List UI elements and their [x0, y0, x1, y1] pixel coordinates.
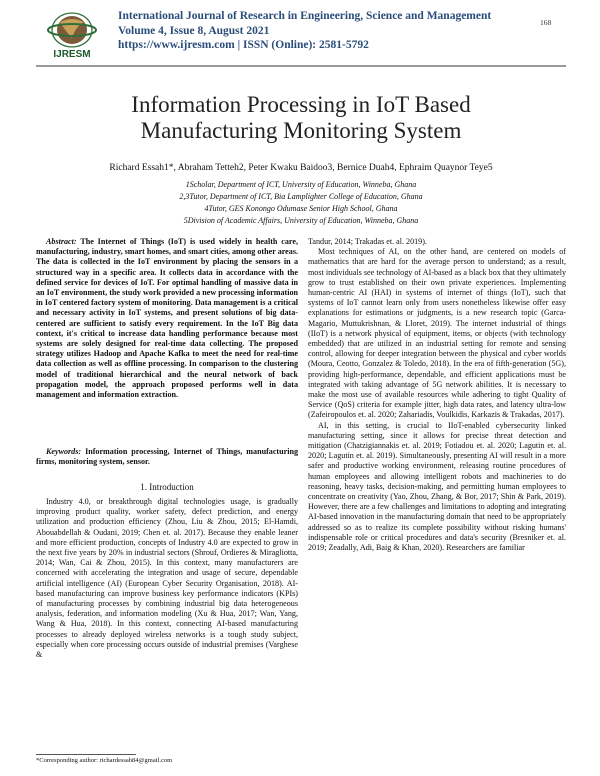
- right-column: [308, 237, 566, 553]
- abstract: [36, 237, 298, 400]
- author-names: Richard Essah1*, Abraham Tetteh2, Peter Kwaku Baidoo3, Bernice Duah4, Ephraim Quaynor Teye5: [109, 163, 493, 173]
- page-number: 168: [540, 18, 552, 27]
- right-col-paragraph-2: AI, in this setting, is crucial to IIoT-enabled cybersecurity linked manufacturing setting, since it allows for precise threat detection and mitigation (Chatzigiannakis et. al. 2019; Fotiadou et. al. 2020; Lagutin et. al. 2020; Lagutin et. al. 2019). Simultaneously, presenting AI will result in a more safer and productive working environment, releasing routine procedures of human employees and allowing intelligent robots and machineries to do reasoning, heavy tasks, decision-making, and permitting human employees to concentrate on creativity (Yao, Zhou, Zhang, & Bor, 2017; Shin & Park, 2019). However, there are a few challenges and limitations to adopting and integrating AI-based innovation in the manufacturing domain that need to be appropriately addressed so as to realize its complete possibility without risking humans' indispensable role or critical procedures and data's security (Bresniker et. al. 2019; Zeadally, Adi, Baig & Khan, 2020). Researchers are familiar: [308, 420, 566, 553]
- keywords: [36, 447, 298, 467]
- corresponding-author-footnote: *Corresponding author: richardessah84@gmail.com: [36, 757, 173, 764]
- affiliation-1: 1Scholar, Department of ICT, University of Education, Winneba, Ghana: [185, 180, 417, 189]
- affiliation-2: 2,3Tutor, Department of ICT, Bia Lamplighter College of Education, Ghana: [179, 192, 423, 201]
- journal-header: [118, 9, 568, 53]
- section-heading: 1. Introduction: [140, 482, 194, 492]
- ijresm-logo: [36, 8, 108, 60]
- globe-icon: [48, 13, 96, 47]
- right-col-continuation: Tandur, 2014; Trakadas et. al. 2019).: [308, 237, 427, 246]
- right-col-paragraph-1: Most techniques of AI, on the other hand, are centered on models of mathematics that are hard for the average person to understand; as a result, most individuals see technology of AI-based as a black box that they ultimately grow to trust established on their own private experiences. Implementing human-centric AI (HAI) in systems of internet of things (IoT), such that systems of IoT cannot learn only from users nonetheless likewise offer easy explanations for estimations or judgments, is a new research topic (Garca-Magario, Muttukrishnan, & Lloret, 2019). The internet industrial of things (IIoT) is a network physical of equipment, items, or objects (with technology embedded) that are utilized in an industrial setting for remote and sensing control, allowing for deeper integration between the physical and cyber worlds (Moura, Ceotto, Gonzalez & Toledo, 2018). In the era of fifth-generation (5G), providing high-performance, dependable, and efficient applications must be integrated with taking advantage of 5G network abilities. It is necessary to make the most use of available resources while adhering to tight Quality of Service (QoS) criteria for example jitter, high data rates, and latency ultra-low (Zafeiropoulos et. al. 2020; Zahariadis, Voulkidis, Karkazis & Trakadas, 2017).: [308, 247, 566, 420]
- affiliation-4: 5Division of Academic Affairs, University of Education, Winneba, Ghana: [183, 216, 419, 225]
- paper-title: [36, 92, 566, 143]
- affiliation-3: 4Tutor, GES Konongo Odumase Senior High School, Ghana: [204, 204, 398, 213]
- abstract-label: Abstract:: [46, 237, 77, 246]
- author-list: [36, 163, 566, 173]
- header-divider: [36, 65, 566, 67]
- footnote-divider: [36, 754, 136, 755]
- logo-text: IJRESM: [53, 49, 91, 60]
- paper-title-line-2: Manufacturing Monitoring System: [140, 117, 462, 143]
- paper-title-line-1: Information Processing in IoT Based: [131, 92, 471, 117]
- intro-paragraph: Industry 4.0, or breakthrough digital technologies usage, is gradually improving product quality, worker safety, defect prediction, and energy utilization and production efficiency (Zhou, Liu & Zhou, 2015; El-Hamdi, Abouabdellah & Oudani, 2019; Chen et. al. 2017). Because they enable leaner and more efficient production, concepts of Industry 4.0 are expected to grow in the next five years by 20% in industrial sectors (Shrouf, Ordieres & Miragliotta, 2014; Wan, Cai & Zhou, 2015). In this context, many manufacturers are concerned with accelerating the integration and usage of secure, dependable artificial intelligence (AI) (European Cyber Security Organisation, 2018). AI-based manufacturing can improve business key performance indicators (KPIs) of manufacturing processes by combining industrial big data heterogeneous analysis, federation, and information modeling (Xu & Hua, 2017; Wan, Yang, Wang & Hua, 2018). In this context, connecting AI-based manufacturing processes to already deployed wireless networks is a tough study subject, especially when core processing occurs outside of industrial premises (Varghese &: [36, 497, 298, 660]
- keywords-label: Keywords:: [46, 447, 82, 456]
- abstract-text: The Internet of Things (IoT) is used widely in health care, manufacturing, industry, smart homes, and smart cities, among other areas. The data is collected in the IoT environment by placing the sensors in a structured way in a specific area. It collects data in accordance with the defined service for devices of IoT. For optimal handling of massive data in an IoT environment, the study work provided a new processing information in IoT centered factory system of monitoring. Data management is a critical and necessary activity in IoT systems, and present solutions of big data-centered are sufficient to satisfy every requirement. In the IoT Big data context, it's critical to increase data handling performance because most systems are solely designed for real-time data collecting. The proposed strategy utilizes Hadoop and Apache Kafka to meet the need for real-time data collection as well as offline processing. In comparison to the clustering model of traditional hierarchical and the neural network of back propagation model, the approach proposed performs well in data management and information extraction.: [36, 237, 298, 400]
- journal-title: International Journal of Research in Engineering, Science and Management: [118, 10, 492, 22]
- journal-volume: Volume 4, Issue 8, August 2021: [118, 24, 270, 37]
- journal-url-issn: https://www.ijresm.com | ISSN (Online): 2581-5792: [118, 39, 369, 51]
- keywords-text: Information processing, Internet of Things, manufacturing firms, monitoring system, sensor.: [36, 447, 298, 467]
